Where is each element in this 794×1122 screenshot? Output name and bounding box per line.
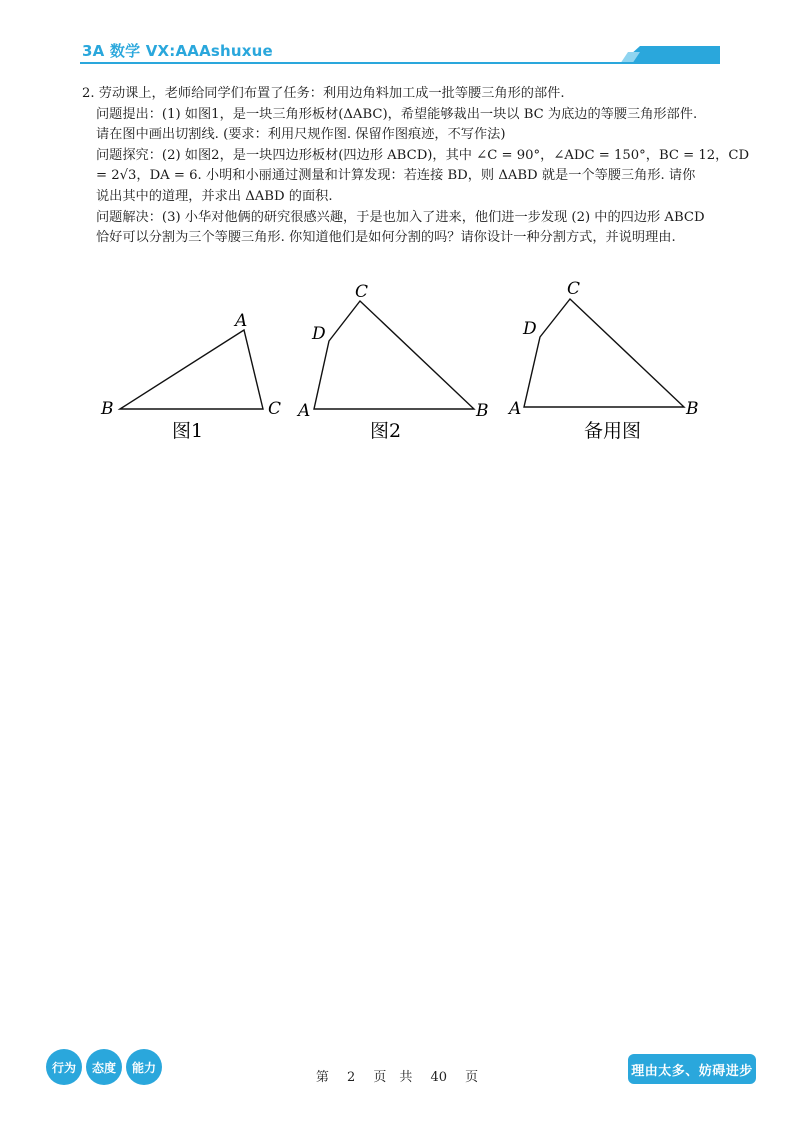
problem-line: 问题解决：(3) 小华对他俩的研究很感兴趣，于是也加入了进来，他们进一步发现 (2) 中的四边形 ABCD — [96, 209, 705, 225]
fig2-label-b: B — [476, 401, 489, 421]
badge-ability: 能力 — [126, 1049, 162, 1085]
header-title: 3A 数学 VX:AAAshuxue — [82, 42, 273, 60]
footer-slogan: 理由太多、妨碍进步 — [628, 1054, 756, 1084]
fig2-caption: 图2 — [370, 420, 402, 442]
quadrilateral-abcd-spare — [524, 299, 684, 407]
page-number: 第 2 页 共 40 页 — [315, 1070, 479, 1085]
problem-line: 问题提出：(1) 如图1，是一块三角形板材(ΔABC)，希望能够裁出一块以 BC 为底边的等腰三角形部件. — [96, 106, 698, 122]
fig2-label-a: A — [298, 401, 311, 421]
fig1-caption: 图1 — [172, 420, 204, 442]
figure-2 — [296, 282, 489, 442]
quadrilateral-abcd — [314, 301, 474, 409]
problem-line: 问题探究：(2) 如图2，是一块四边形板材(四边形 ABCD)，其中 ∠C = 90°，∠ADC = 150°，BC = 12，CD — [96, 147, 750, 163]
fig3-label-c: C — [567, 279, 581, 299]
problem-line: 2. 劳动课上，老师给同学们布置了任务：利用边角料加工成一批等腰三角形的部件. — [82, 86, 565, 101]
problem-line: = 2√3，DA = 6. 小明和小丽通过测量和计算发现：若连接 BD，则 ΔABD 就是一个等腰三角形. 请你 — [96, 168, 696, 184]
problem-line: 请在图中画出切割线. (要求：利用尺规作图. 保留作图痕迹，不写作法) — [96, 127, 506, 143]
fig2-label-c: C — [355, 282, 369, 302]
fig1-label-a: A — [235, 311, 248, 331]
figures — [96, 270, 716, 450]
fig3-label-a: A — [509, 399, 522, 419]
fig2-label-d: D — [312, 324, 326, 344]
header-divider — [80, 62, 720, 64]
figure-1 — [100, 311, 281, 442]
fig1-label-c: C — [268, 399, 282, 419]
badge-behavior: 行为 — [46, 1049, 82, 1085]
badge-attitude: 态度 — [86, 1049, 122, 1085]
figure-3 — [507, 279, 699, 442]
problem-line: 恰好可以分割为三个等腰三角形. 你知道他们是如何分割的吗？请你设计一种分割方式，并说明理由. — [96, 230, 676, 246]
fig1-label-b: B — [101, 399, 114, 419]
triangle-abc — [120, 330, 263, 409]
fig3-label-d: D — [523, 319, 537, 339]
fig3-label-b: B — [686, 399, 699, 419]
problem-line: 说出其中的道理，并求出 ΔABD 的面积. — [96, 188, 333, 204]
fig3-caption: 备用图 — [584, 420, 642, 442]
problem-text — [82, 84, 750, 249]
